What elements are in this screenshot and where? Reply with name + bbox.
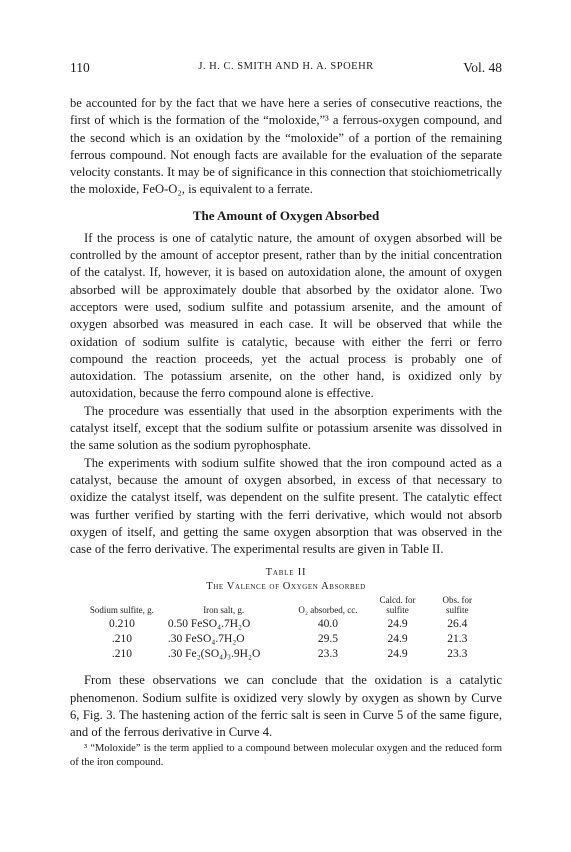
cell-sulfite: 0.210	[109, 618, 135, 631]
cell-o2: 29.5	[317, 633, 339, 646]
table-title: The Valence of Oxygen Absorbed	[206, 581, 366, 593]
page-header	[70, 60, 502, 76]
cell-o2: 23.3	[317, 648, 339, 661]
paragraph-5: From these observations we can conclude that the oxidation is a catalytic phenomenon. Sodium sulfite is oxidized very slowly by oxygen as shown by Curve 6, Fig. 3. The hastening action of the ferric salt is seen in Curve 5 of the same figure, and of the ferrous derivative in Curve 4.	[70, 673, 502, 740]
col-header-iron-salt: Iron salt, g.	[203, 604, 245, 615]
cell-o2: 40.0	[317, 618, 339, 631]
cell-sulfite: .210	[111, 633, 132, 646]
table-row	[86, 617, 486, 632]
cell-calcd: 24.9	[387, 633, 408, 646]
footnote: ³ “Moloxide” is the term applied to a compound between molecular oxygen and the reduced form of the iron compound.	[70, 742, 502, 769]
data-table	[86, 596, 486, 662]
body-text	[70, 95, 502, 771]
cell-iron-salt: .30 FeSO₄.7H₂O	[167, 633, 245, 646]
table-block	[70, 566, 502, 662]
col-header-o2-absorbed: O₂ absorbed, cc.	[298, 604, 358, 615]
cell-calcd: 24.9	[387, 648, 408, 661]
cell-iron-salt: .30 Fe₂(SO₄)₃.9H₂O	[167, 648, 261, 661]
col-header-sodium-sulfite: Sodium sulfite, g.	[89, 604, 154, 615]
col-header-obs: Obs. for sulfite	[442, 595, 473, 615]
cell-calcd: 24.9	[387, 618, 408, 631]
table-row	[86, 632, 486, 647]
cell-obs: 21.3	[447, 633, 468, 646]
page-number: 110	[70, 60, 90, 75]
paragraph-2: If the process is one of catalytic nature, the amount of oxygen absorbed will be controlled by the amount of acceptor present, rather than by the initial concentration of the catalyst. If, however, it is based on autoxidation alone, the amount of oxygen absorbed will be approximately double that absorbed by the oxidator alone. Two acceptors were used, sodium sulfite and potassium arsenite, and the amount of oxygen absorbed was measured in each case. It will be observed that while the oxidation of sodium sulfite is catalytic, because with either the ferri or ferro compound the reaction proceeds, yet the actual process is probably one of autoxidation. The potassium arsenite, on the other hand, is oxidized only by autoxidation, because the ferro compound alone is effective.	[70, 230, 502, 401]
paragraph-1: be accounted for by the fact that we have here a series of consecutive reactions, the first of which is the formation of the “moloxide,”³ a ferrous-oxygen compound, and the second which is an oxidation by the “moloxide” of a portion of the remaining ferrous compound. Not enough facts are available for the evaluation of the separate velocity constants. It may be of significance in this connection that stoichiometrically the moloxide, FeO-O₂, is equivalent to a ferrate.	[70, 96, 502, 197]
table-row	[86, 647, 486, 662]
paragraph-4: The experiments with sodium sulfite showed that the iron compound acted as a catalyst, because the amount of oxygen absorbed, in excess of that necessary to oxidize the catalyst itself, was dependent on the sulfite present. The catalytic effect was further verified by starting with the ferri derivative, which would not absorb oxygen of itself, and getting the same oxygen absorption that was observed in the case of the ferro derivative. The experimental results are given in Table II.	[70, 455, 502, 557]
cell-obs: 23.3	[447, 648, 468, 661]
volume-label: Vol. 48	[463, 60, 502, 75]
section-heading: The Amount of Oxygen Absorbed	[192, 207, 380, 223]
col-header-calcd: Calcd. for sulfite	[379, 595, 416, 615]
cell-obs: 26.4	[447, 618, 468, 631]
cell-iron-salt: 0.50 FeSO₄.7H₂O	[167, 618, 251, 631]
cell-sulfite: .210	[111, 648, 132, 661]
running-head: J. H. C. SMITH AND H. A. SPOEHR	[198, 61, 374, 72]
table-header-row	[86, 596, 486, 617]
paragraph-3: The procedure was essentially that used in the absorption experiments with the catalyst itself, except that the sodium sulfite or potassium arsenite was dissolved in the same solution as the sodium pyrophosphate.	[70, 403, 502, 453]
table-label: Table II	[265, 567, 307, 579]
